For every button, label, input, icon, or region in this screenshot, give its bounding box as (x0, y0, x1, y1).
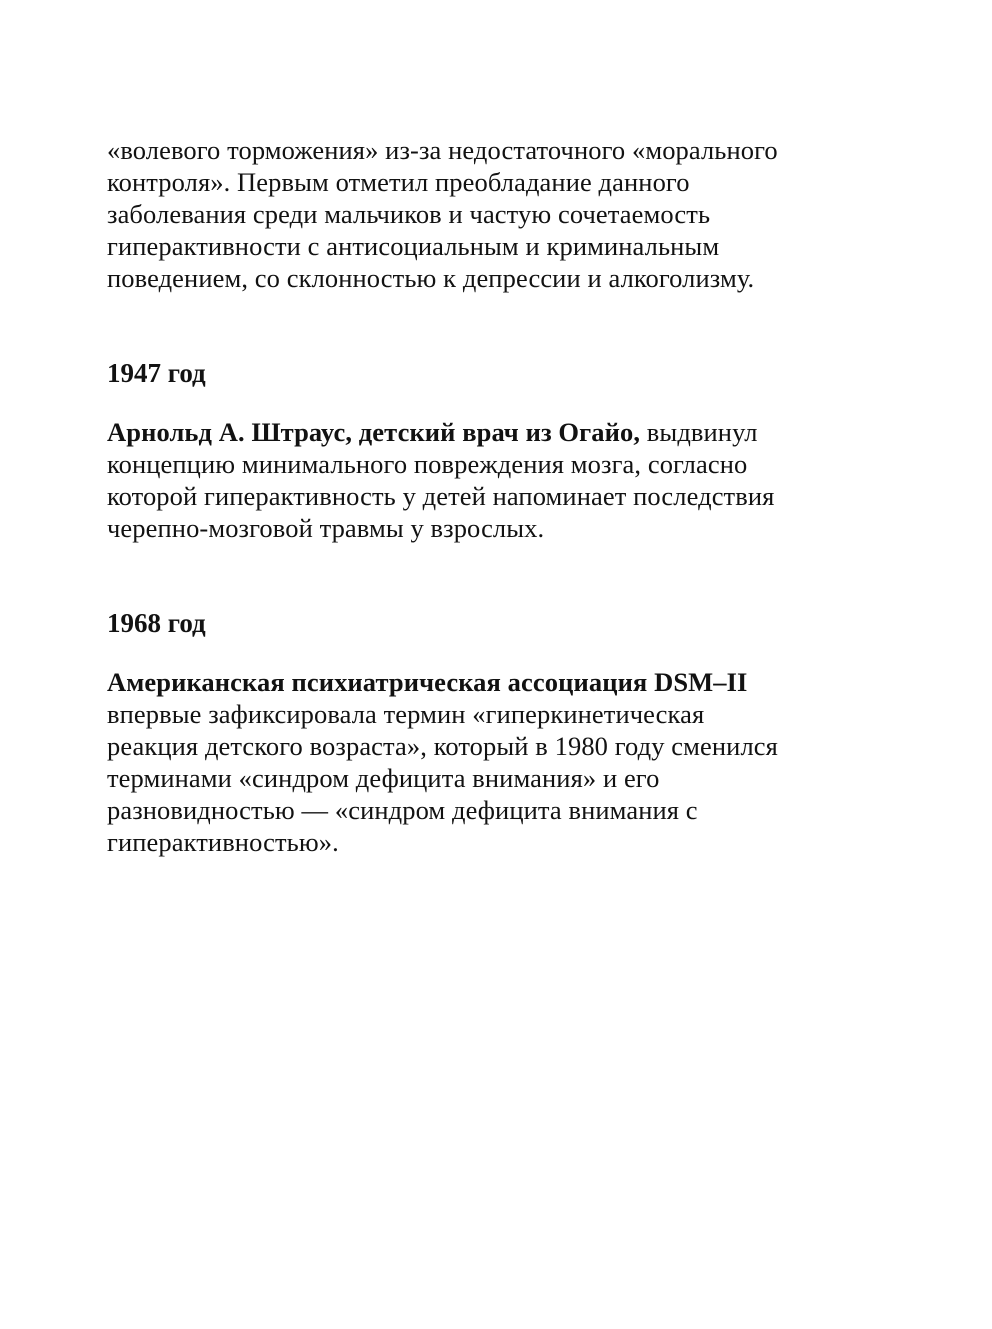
section-paragraph-1947 (107, 416, 779, 544)
section-heading-1947: 1947 год (107, 358, 206, 388)
section-paragraph-1968 (107, 666, 779, 858)
section-body-1947: выдвинул концепцию минимального повреждения мозга, согласно которой гиперактивность у детей напоминает последствия черепно-мозговой травмы у взрослых. (107, 417, 775, 543)
text-column (107, 134, 779, 858)
section-lead-1947: Арнольд А. Штраус, детский врач из Огайо, (107, 417, 641, 447)
section-lead-1968: Американская психиатрическая ассоциация DSM–II (107, 667, 748, 697)
section-heading-1968: 1968 год (107, 608, 206, 638)
intro-paragraph: «волевого торможения» из-за недостаточного «морального контроля». Первым отметил преобладание данного заболевания среди мальчиков и частую сочетаемость гиперактивности с антисоциальным и криминальным поведением, со склонностью к депрессии и алкоголизму. (107, 135, 778, 293)
section-body-1968: впервые зафиксировала термин «гиперкинетическая реакция детского возраста», который в 1980 году сменился терминами «синдром дефицита внимания» и его разновидностью — «синдром дефицита внимания с гиперактивностью». (107, 699, 778, 857)
